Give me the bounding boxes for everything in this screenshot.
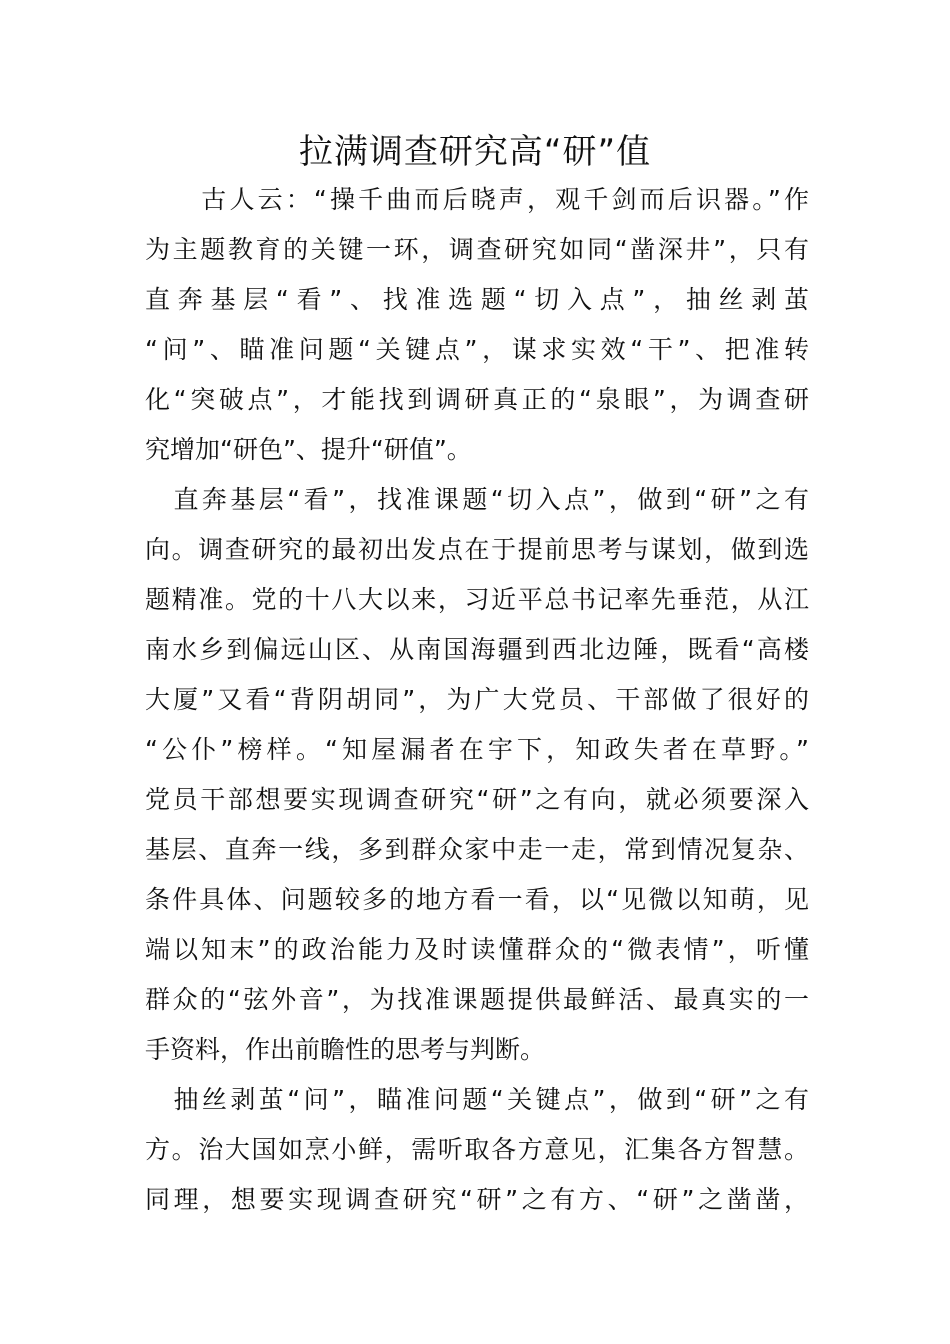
paragraph-3-line-3: 同理，想要实现调查研究“研”之有方、“研”之凿凿， <box>145 1185 809 1214</box>
paragraph-2-line-2: 向。调查研究的最初出发点在于提前思考与谋划，做到选 <box>145 535 809 564</box>
paragraph-2-line-9: 条件具体、问题较多的地方看一看，以“见微以知萌，见 <box>145 885 809 914</box>
paragraph-2-line-3: 题精准。党的十八大以来，习近平总书记率先垂范，从江 <box>145 585 809 614</box>
paragraph-2-line-1: 直奔基层“看”，找准课题“切入点”，做到“研”之有 <box>145 485 809 514</box>
paragraph-1-line-2: 为主题教育的关键一环，调查研究如同“凿深井”，只有 <box>145 235 809 264</box>
paragraph-2-line-8: 基层、直奔一线，多到群众家中走一走，常到情况复杂、 <box>145 835 809 864</box>
paragraph-1-line-5: 化“突破点”，才能找到调研真正的“泉眼”，为调查研 <box>145 385 809 414</box>
paragraph-2-line-6: “公仆”榜样。“知屋漏者在宇下，知政失者在草野。” <box>145 735 809 764</box>
paragraph-1-line-3: 直奔基层“看”、找准选题“切入点”，抽丝剥茧 <box>145 285 809 314</box>
paragraph-2-line-7: 党员干部想要实现调查研究“研”之有向，就必须要深入 <box>145 785 809 814</box>
document-title: 拉满调查研究高“研”值 <box>298 132 652 172</box>
paragraph-2-line-5: 大厦”又看“背阴胡同”，为广大党员、干部做了很好的 <box>145 685 809 714</box>
paragraph-1-line-1: 古人云：“操千曲而后晓声，观千剑而后识器。”作 <box>145 185 809 214</box>
paragraph-3-line-2: 方。治大国如烹小鲜，需听取各方意见，汇集各方智慧。 <box>145 1135 809 1164</box>
document-body <box>145 175 809 1225</box>
paragraph-2-line-4: 南水乡到偏远山区、从南国海疆到西北边陲，既看“高楼 <box>145 635 809 664</box>
paragraph-2-line-10: 端以知末”的政治能力及时读懂群众的“微表情”，听懂 <box>145 935 809 964</box>
paragraph-1-line-6: 究增加“研色”、提升“研值”。 <box>145 435 472 464</box>
paragraph-2-line-11: 群众的“弦外音”，为找准课题提供最鲜活、最真实的一 <box>145 985 809 1014</box>
paragraph-2-line-12: 手资料，作出前瞻性的思考与判断。 <box>145 1035 546 1064</box>
paragraph-3-line-1: 抽丝剥茧“问”，瞄准问题“关键点”，做到“研”之有 <box>145 1085 809 1114</box>
paragraph-1-line-4: “问”、瞄准问题“关键点”，谋求实效“干”、把准转 <box>145 335 809 364</box>
